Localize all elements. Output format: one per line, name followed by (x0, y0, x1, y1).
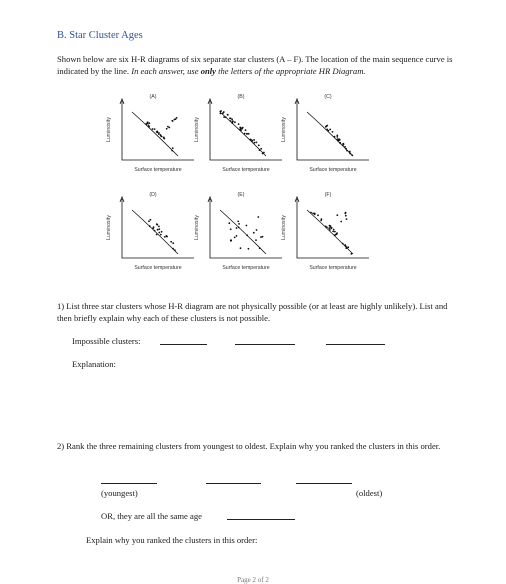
x-axis-label: Surface temperature (134, 167, 182, 173)
star-point (338, 138, 340, 140)
star-point (231, 118, 233, 120)
star-point (314, 213, 316, 215)
star-point (346, 246, 348, 248)
hr-diagram-e (194, 192, 284, 272)
star-point (150, 219, 152, 221)
question-1-text: 1) List three star clusters whose H-R diagram are not physically possible (or at least are highly unlikely). List and then briefly explain why each of these clusters is not possible. (57, 301, 448, 323)
star-point (329, 229, 331, 231)
impossible-answer-line-3[interactable] (326, 344, 385, 345)
hr-diagram-plot (285, 192, 371, 264)
star-point (336, 232, 338, 234)
star-point (262, 153, 264, 155)
diagram-axes (295, 99, 369, 160)
star-point (161, 231, 163, 233)
star-point (337, 140, 339, 142)
same-age-label: OR, they are all the same age (101, 511, 202, 521)
star-point (334, 136, 336, 138)
star-point (174, 249, 176, 251)
star-point (220, 113, 222, 115)
star-point (255, 239, 257, 241)
y-axis-label: Luminosity (194, 215, 200, 240)
star-point (248, 133, 250, 135)
star-point (148, 220, 150, 222)
star-point (253, 139, 255, 141)
star-point (220, 110, 222, 112)
question-2-text: 2) Rank the three remaining clusters from youngest to oldest. Explain why you ranked the clusters in this order. (57, 441, 441, 451)
y-axis-label: Luminosity (281, 215, 287, 240)
star-point (344, 213, 346, 215)
x-axis-label: Surface temperature (134, 265, 182, 271)
star-point (336, 214, 338, 216)
diagram-axes (120, 197, 194, 258)
star-point (310, 212, 312, 214)
diagram-label: (E) (237, 192, 245, 198)
x-axis-label: Surface temperature (309, 265, 357, 271)
star-point (345, 148, 347, 150)
intro-paragraph (57, 53, 457, 77)
star-point (346, 218, 348, 220)
star-point (250, 139, 252, 141)
star-point (344, 146, 346, 148)
star-point (148, 122, 150, 124)
star-point (342, 144, 344, 146)
star-point (238, 223, 240, 225)
star-point (320, 220, 322, 222)
diagram-axes (120, 99, 194, 160)
star-point (328, 130, 330, 132)
star-point (245, 129, 247, 131)
star-point (163, 138, 165, 140)
star-point (340, 221, 342, 223)
star-point (248, 248, 250, 250)
main-sequence-line (132, 210, 178, 254)
star-point (160, 134, 162, 136)
diagram-label: (A) (149, 94, 157, 100)
star-point (230, 120, 232, 122)
x-axis-label: Surface temperature (222, 167, 270, 173)
star-point (172, 248, 174, 250)
star-point (329, 129, 331, 131)
diagram-label: (C) (324, 94, 332, 100)
star-point (230, 228, 232, 230)
star-point (158, 228, 160, 230)
star-point (158, 232, 160, 234)
star-point (231, 122, 233, 124)
star-point (234, 237, 236, 239)
intro-text-2: In each answer, use (131, 66, 201, 76)
star-point (257, 216, 259, 218)
diagram-label: (D) (149, 192, 157, 198)
star-point (238, 123, 240, 125)
intro-text-4: the letters of the appropriate HR Diagram. (215, 66, 366, 76)
explain-ranking-label: Explain why you ranked the clusters in this order: (86, 535, 258, 545)
hr-diagram-f (281, 192, 371, 272)
star-point (158, 226, 160, 228)
star-point (171, 150, 173, 152)
star-point (148, 125, 150, 127)
star-point (230, 239, 232, 241)
star-point (331, 227, 333, 229)
explanation-label: Explanation: (72, 359, 116, 369)
star-point (152, 128, 154, 130)
star-point (227, 114, 229, 116)
star-point (149, 225, 151, 227)
star-point (156, 224, 158, 226)
star-point (262, 236, 264, 238)
star-point (170, 241, 172, 243)
star-point (246, 133, 248, 135)
star-point (157, 229, 159, 231)
y-axis-label: Luminosity (194, 117, 200, 142)
diagram-label: (B) (237, 94, 245, 100)
star-point (351, 253, 353, 255)
rank-answer-line-3[interactable] (296, 483, 352, 484)
page-footer: Page 2 of 2 (237, 576, 269, 584)
star-point (333, 229, 335, 231)
star-point (329, 225, 331, 227)
star-point (339, 142, 341, 144)
hr-diagram-plot (198, 192, 284, 264)
hr-diagram-b (194, 94, 284, 174)
star-point (234, 121, 236, 123)
star-point (244, 133, 246, 135)
star-point (172, 147, 174, 149)
hr-diagram-c (281, 94, 371, 174)
star-point (232, 120, 234, 122)
star-point (154, 128, 156, 130)
star-point (223, 116, 225, 118)
impossible-clusters-label: Impossible clusters: (72, 336, 141, 346)
star-point (347, 246, 349, 248)
diagram-label: (F) (324, 192, 332, 198)
y-axis-label: Luminosity (106, 117, 112, 142)
star-point (317, 214, 319, 216)
star-point (154, 230, 156, 232)
star-point (260, 148, 262, 150)
hr-diagram-plot (198, 94, 284, 166)
same-age-answer-line[interactable] (227, 519, 295, 520)
star-point (346, 150, 348, 152)
star-point (164, 236, 166, 238)
star-point (259, 149, 261, 151)
impossible-answer-line-1[interactable] (160, 344, 207, 345)
intro-text-3: only (200, 66, 216, 76)
star-point (241, 128, 243, 130)
star-point (152, 227, 154, 229)
diagram-axes (208, 197, 282, 258)
y-axis-label: Luminosity (106, 215, 112, 240)
youngest-label: (youngest) (101, 488, 138, 498)
star-point (166, 236, 168, 238)
hr-diagram-plot (110, 94, 196, 166)
impossible-answer-line-2[interactable] (235, 344, 295, 345)
star-point (225, 116, 227, 118)
star-point (258, 144, 260, 146)
star-point (254, 142, 256, 144)
star-point (312, 213, 314, 215)
star-point (240, 247, 242, 249)
star-point (167, 126, 169, 128)
star-point (332, 231, 334, 233)
star-point (345, 215, 347, 217)
star-point (230, 118, 232, 120)
star-point (172, 242, 174, 244)
star-point (253, 232, 255, 234)
star-point (228, 222, 230, 224)
star-point (146, 123, 148, 125)
star-point (246, 225, 248, 227)
hr-diagram-a (106, 94, 196, 174)
y-axis-label: Luminosity (281, 117, 287, 142)
star-point (351, 154, 353, 156)
star-point (222, 112, 224, 114)
rank-answer-line-1[interactable] (101, 483, 157, 484)
star-point (256, 229, 258, 231)
star-point (344, 244, 346, 246)
star-point (256, 142, 258, 144)
star-point (171, 120, 173, 122)
star-point (160, 234, 162, 236)
hr-diagram-d (106, 192, 196, 272)
star-point (349, 152, 351, 154)
intro-text-1: Shown below are six H-R diagrams of six separate star clusters (A – F). The location of the main sequence curve is indicated by the line. (57, 54, 453, 76)
star-point (158, 132, 160, 134)
star-point (336, 135, 338, 137)
hr-diagram-plot (285, 94, 371, 166)
star-point (166, 128, 168, 130)
star-point (259, 247, 261, 249)
hr-diagram-plot (110, 192, 196, 264)
star-point (334, 234, 336, 236)
star-point (156, 234, 158, 236)
oldest-label: (oldest) (356, 488, 383, 498)
star-point (342, 143, 344, 145)
star-point (236, 227, 238, 229)
star-point (342, 243, 344, 245)
rank-answer-line-2[interactable] (206, 483, 261, 484)
star-point (237, 221, 239, 223)
section-title: B. Star Cluster Ages (57, 30, 143, 41)
star-point (334, 231, 336, 233)
star-point (326, 125, 328, 127)
star-point (325, 226, 327, 228)
main-sequence-line (132, 112, 178, 156)
x-axis-label: Surface temperature (309, 167, 357, 173)
star-point (157, 131, 159, 133)
star-point (238, 227, 240, 229)
star-point (246, 234, 248, 236)
star-point (175, 118, 177, 120)
star-point (236, 235, 238, 237)
x-axis-label: Surface temperature (222, 265, 270, 271)
star-point (252, 140, 254, 142)
star-point (328, 227, 330, 229)
star-point (332, 131, 334, 133)
